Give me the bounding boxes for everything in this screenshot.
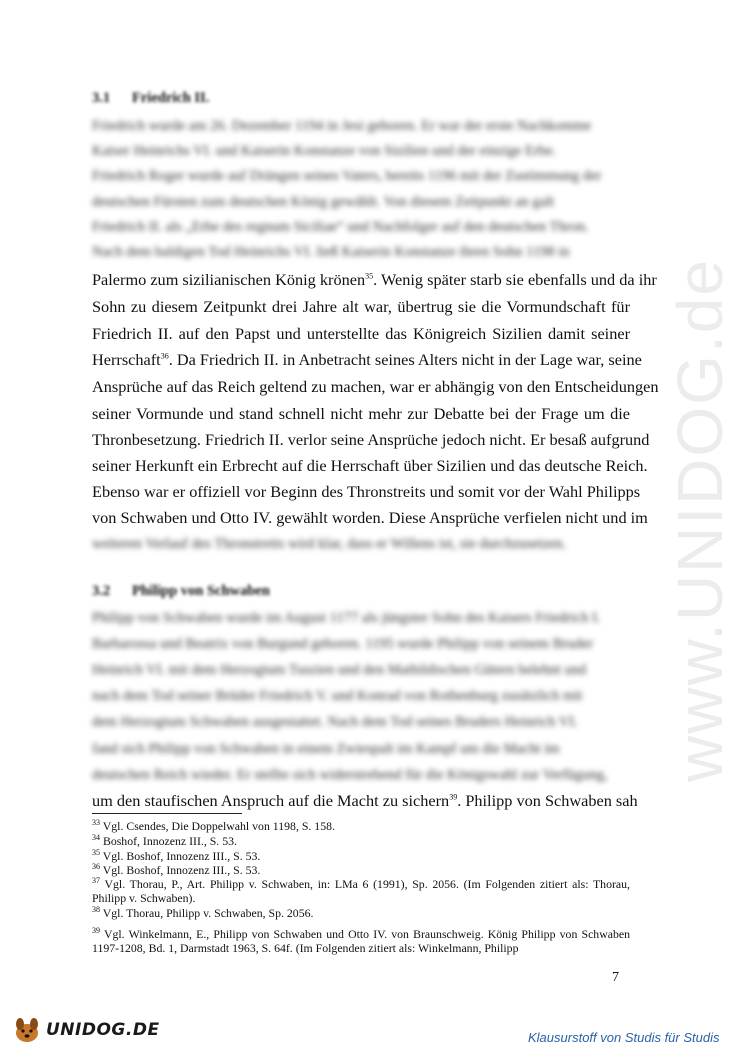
body-line: von Schwaben und Otto IV. gewählt worden. Diese Ansprüche verfielen nicht und im xyxy=(92,508,648,527)
blurred-line: weiteren Verlauf des Thronstreits wird klar, dass er Willens ist, sie durchzusetzen. xyxy=(92,536,566,552)
body-line: Friedrich II. auf den Papst und unterstellte das Königreich Sizilien damit seiner xyxy=(92,324,630,343)
unidog-logo[interactable] xyxy=(12,1012,162,1048)
body-line: Ebenso war er offiziell vor Beginn des Thronstreits und somit vor der Wahl Philipps xyxy=(92,482,641,501)
page-number: 7 xyxy=(612,970,619,985)
blurred-line: deutschen Fürsten zum deutschen König gewählt. Von diesem Zeitpunkt an galt xyxy=(92,194,555,210)
body-line: Ansprüche auf das Reich geltend zu machen, war er abhängig von den Entscheidungen xyxy=(92,377,659,396)
watermark-text: www.UNIDOG.de xyxy=(664,258,736,782)
body-line: seiner Vormunde und stand schnell nicht mehr zur Debatte bei der Frage um die xyxy=(92,404,630,423)
footnote-ref: 35 xyxy=(365,271,374,281)
blurred-line: Friedrich wurde am 26. Dezember 1194 in Jesi geboren. Er war der erste Nachkomme xyxy=(92,118,592,134)
body-line: Thronbesetzung. Friedrich II. verlor seine Ansprüche jedoch nicht. Er besaß aufgrund xyxy=(92,430,650,449)
footer-tagline: Klausurstoff von Studis für Studis xyxy=(528,1030,720,1045)
blurred-line: Nach dem baldigen Tod Heinrichs VI. ließ Kaiserin Konstanze ihren Sohn 1198 in xyxy=(92,244,570,260)
blurred-line: fand sich Philipp von Schwaben in einem Zwiespalt im Kampf um die Macht im xyxy=(92,741,560,757)
footnote-ref: 36 xyxy=(160,351,169,361)
body-line: Sohn zu diesem Zeitpunkt drei Jahre alt war, übertrug sie die Vormundschaft für xyxy=(92,297,630,316)
blurred-line: Kaiser Heinrichs VI. und Kaiserin Konstanze von Sizilien und der einzige Erbe. xyxy=(92,143,556,159)
body-line: Herrschaft$^{36}$. Da Friedrich II. in Anbetracht seines Alters nicht in der Lage war, seine xyxy=(92,350,642,369)
blurred-line: Heinrich VI. mit dem Herzogtum Tuszien und den Mathildischen Gütern belehnt und xyxy=(92,662,587,678)
footnote: $^{36}$ Vgl. Boshof, Innozenz III., S. 53. xyxy=(92,862,261,877)
blurred-line: Friedrich Roger wurde auf Drängen seines Vaters, bereits 1196 mit der Zustimmung der xyxy=(92,168,602,184)
section-number: 3.1 xyxy=(92,90,111,106)
body-line: seiner Herkunft ein Erbrecht auf die Herrschaft über Sizilien und das deutsche Reich. xyxy=(92,456,648,475)
section-heading-2 xyxy=(92,583,270,600)
logo-text: UNIDOG.DE xyxy=(46,1020,160,1040)
blurred-line: Friedrich II. als „Erbe des regnum Siciliae“ und Nachfolger auf den deutschen Thron. xyxy=(92,219,589,235)
footnote-ref: 39 xyxy=(449,792,458,802)
section-number: 3.2 xyxy=(92,583,111,599)
footnote: $^{34}$ Boshof, Innozenz III., S. 53. xyxy=(92,833,237,848)
blurred-line: deutschen Reich wieder. Er stellte sich widerstrebend für die Königswahl zur Verfügung, xyxy=(92,767,608,783)
body-line: Palermo zum sizilianischen König krönen$^{35}$. Wenig später starb sie ebenfalls und da ihr xyxy=(92,270,657,289)
blurred-line: Barbarossa und Beatrix von Burgund geboren. 1195 wurde Philipp von seinem Bruder xyxy=(92,636,593,652)
section-title: Philipp von Schwaben xyxy=(132,583,270,599)
dog-icon xyxy=(12,1016,42,1044)
footnote: $^{33}$ Vgl. Csendes, Die Doppelwahl von 1198, S. 158. xyxy=(92,818,335,833)
footnote: $^{35}$ Vgl. Boshof, Innozenz III., S. 53. xyxy=(92,848,261,863)
section-heading-1 xyxy=(92,90,209,107)
body-line: um den staufischen Anspruch auf die Macht zu sichern$^{39}$. Philipp von Schwaben sah xyxy=(92,791,638,810)
watermark xyxy=(640,260,750,780)
section-title: Friedrich II. xyxy=(132,90,210,106)
blurred-line: Philipp von Schwaben wurde im August 1177 als jüngster Sohn des Kaisers Friedrich I. xyxy=(92,610,601,626)
blurred-line: nach dem Tod seiner Brüder Friedrich V. und Konrad von Rothenburg zusätzlich mit xyxy=(92,688,583,704)
blurred-line: dem Herzogtum Schwaben ausgestattet. Nach dem Tod seines Bruders Heinrich VI. xyxy=(92,714,578,730)
footnote: $^{39}$ Vgl. Winkelmann, E., Philipp von Schwaben und Otto IV. von Braunschweig. König Philipp von Schwaben 1197-1208, Bd. 1, Darmstadt 1963, S. 64f. (Im Folgenden zitiert als: Winkelmann, Philipp xyxy=(92,926,630,955)
footnote-rule xyxy=(92,813,242,814)
footnote: $^{38}$ Vgl. Thorau, Philipp v. Schwaben, Sp. 2056. xyxy=(92,905,314,920)
footnote: $^{37}$ Vgl. Thorau, P., Art. Philipp v. Schwaben, in: LMa 6 (1991), Sp. 2056. (Im Folgenden zitiert als: Thorau, Philipp v. Schwaben). xyxy=(92,876,630,905)
